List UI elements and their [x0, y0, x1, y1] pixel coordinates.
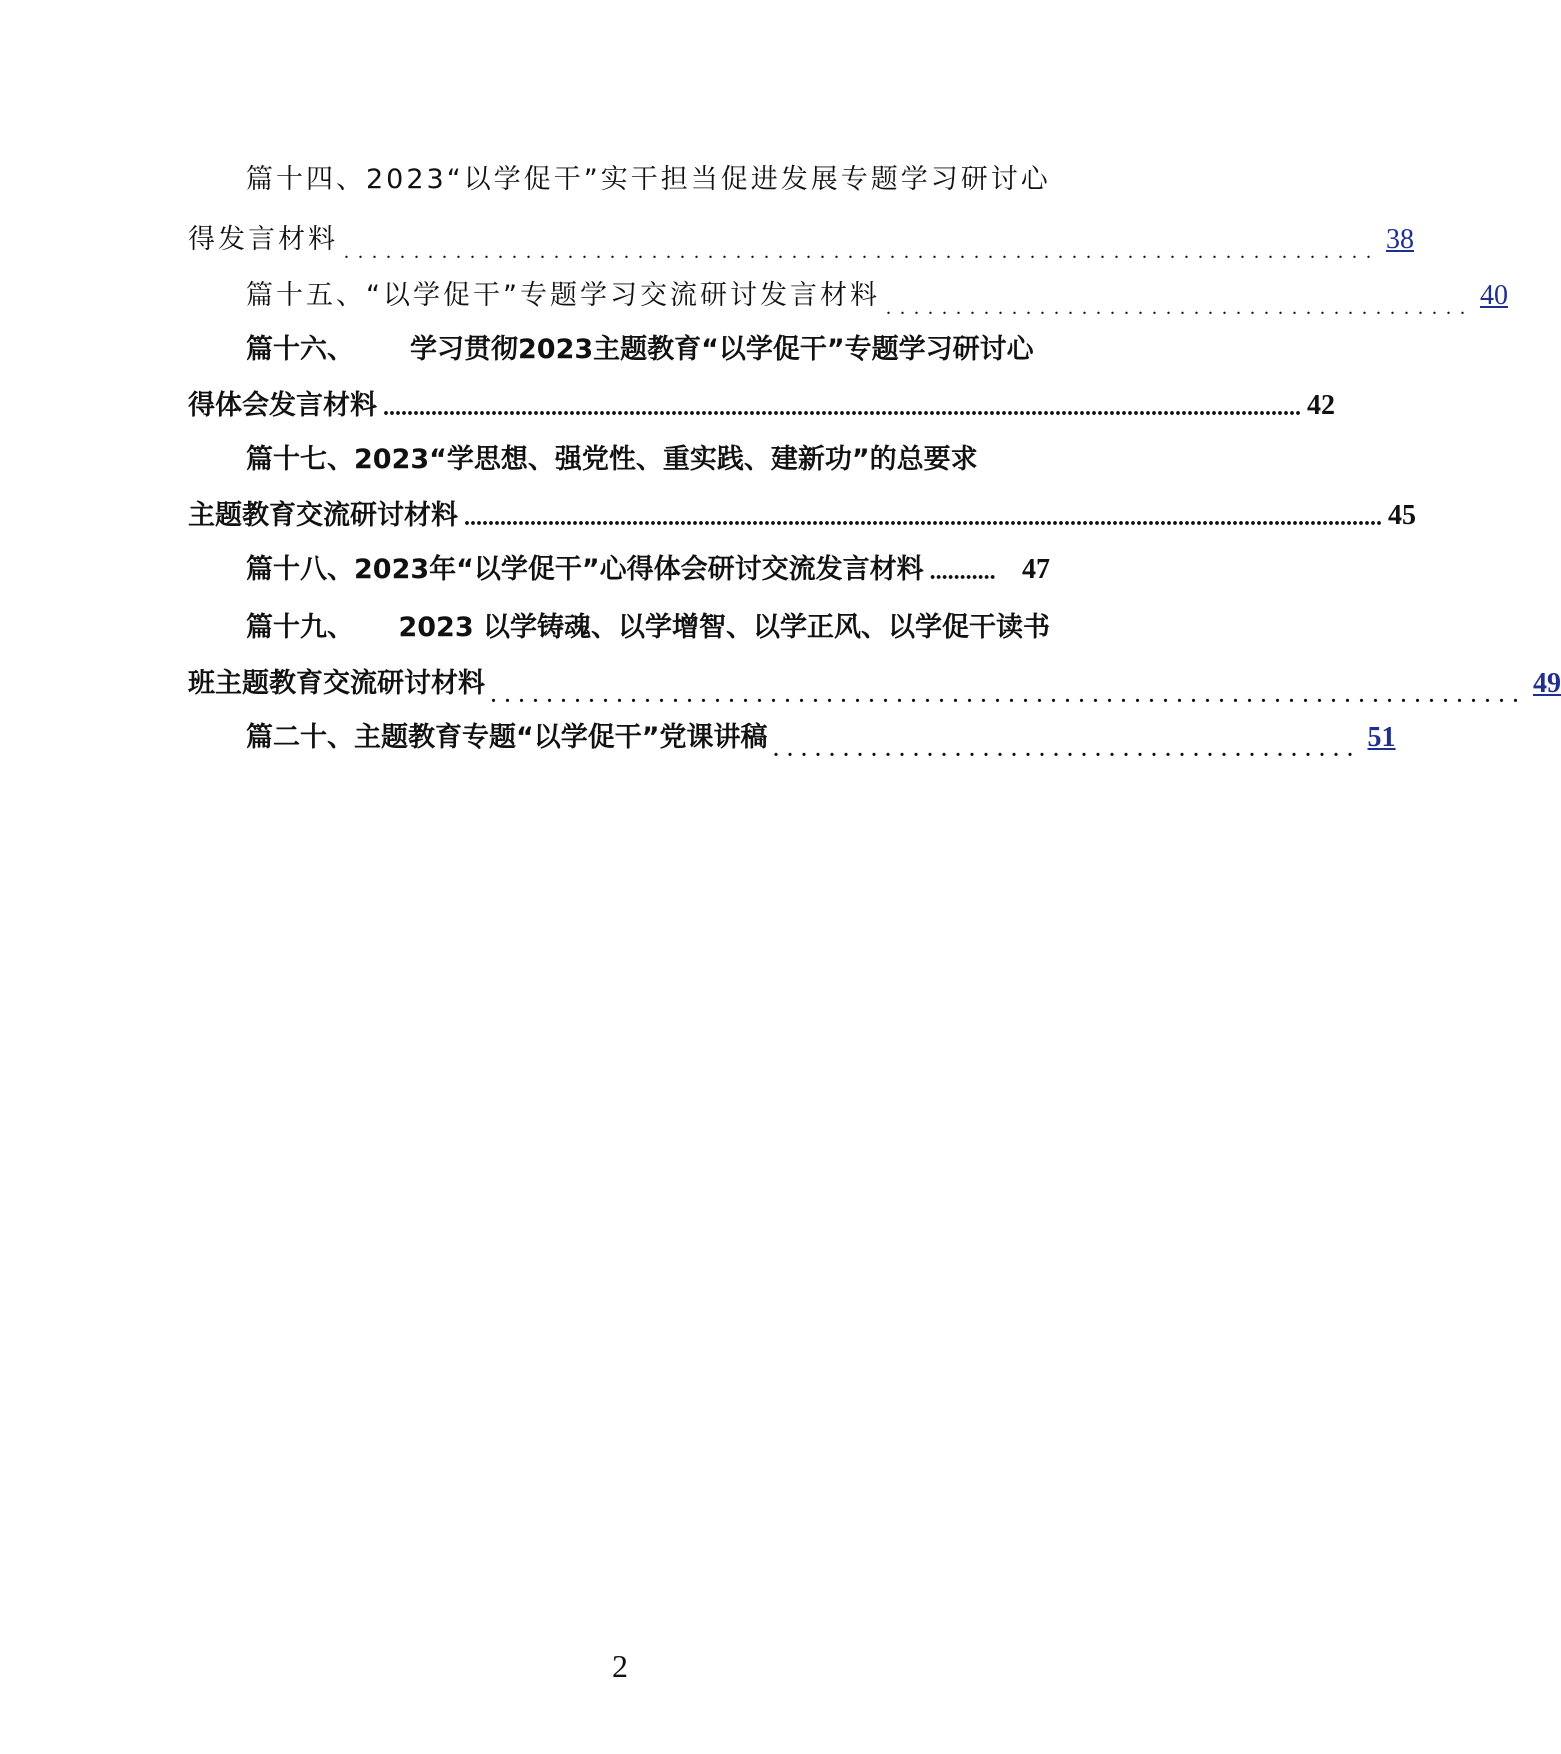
toc-entry-14-line2[interactable]: [188, 220, 1414, 263]
toc-entry-title: 篇十八、2023年“以学促干”心得体会研讨交流发言材料: [246, 554, 924, 585]
toc-entry-title: 班主题教育交流研讨材料: [188, 668, 485, 699]
toc-entry-title: 主题教育交流研讨材料: [188, 500, 458, 531]
toc-entry-17-line1: [246, 440, 1050, 480]
toc-entry-title: 主题教育专题“以学促干”党课讲稿: [354, 722, 768, 753]
toc-page-number: 45: [1388, 500, 1416, 531]
toc-page-link[interactable]: 49: [1533, 668, 1561, 699]
toc-page-number: 42: [1307, 390, 1335, 421]
toc-leader-dots: ..........................................................................: [344, 241, 1380, 263]
toc-leader-dots: .........................................................................................................................................................: [383, 395, 1301, 421]
toc-entry-title: 2023 以学铸魂、以学增智、以学正风、以学促干读书: [398, 612, 1050, 643]
toc-entry-20[interactable]: [246, 718, 1396, 761]
toc-entry-label: 篇二十、: [246, 722, 354, 753]
toc-entry-19-line1: [246, 608, 1050, 648]
toc-entry-16-line1: [246, 330, 1050, 370]
toc-entry-17-line2[interactable]: [188, 496, 1416, 536]
toc-entry-15[interactable]: [246, 276, 1508, 319]
toc-page-number: 47: [1022, 554, 1050, 585]
toc-entry-title: 得体会发言材料: [188, 390, 377, 421]
toc-page-link[interactable]: 40: [1479, 280, 1508, 311]
toc-leader-dots: ..........................................: [885, 297, 1474, 319]
toc-entry-19-line2[interactable]: [188, 664, 1561, 707]
toc-entry-label: 篇十九、: [246, 612, 354, 643]
toc-leader-dots: ...........: [929, 559, 996, 585]
toc-leader-dots: ..........................................................................: [491, 685, 1527, 707]
toc-entry-title: 得发言材料: [188, 224, 338, 255]
toc-entry-18[interactable]: [246, 550, 1050, 590]
toc-leader-dots: .........................................................................................................................................................: [464, 505, 1382, 531]
toc-page-link[interactable]: 51: [1367, 722, 1396, 753]
toc-entry-title: 篇十七、2023“学思想、强党性、重实践、建新功”的总要求: [246, 444, 978, 475]
toc-entry-title: 篇十五、“以学促干”专题学习交流研讨发言材料: [246, 280, 880, 311]
page-number: 2: [612, 1648, 628, 1684]
toc-leader-dots: ..........................................: [773, 739, 1362, 761]
toc-entry-14-line1: [246, 160, 1050, 200]
toc-entry-16-line2[interactable]: [188, 386, 1335, 426]
toc-page-link[interactable]: 38: [1386, 224, 1414, 255]
toc-entry-title: 篇十四、2023“以学促干”实干担当促进发展专题学习研讨心: [246, 164, 1051, 195]
toc-entry-title: 学习贯彻2023主题教育“以学促干”专题学习研讨心: [410, 334, 1034, 365]
toc-entry-label: 篇十六、: [246, 334, 354, 365]
